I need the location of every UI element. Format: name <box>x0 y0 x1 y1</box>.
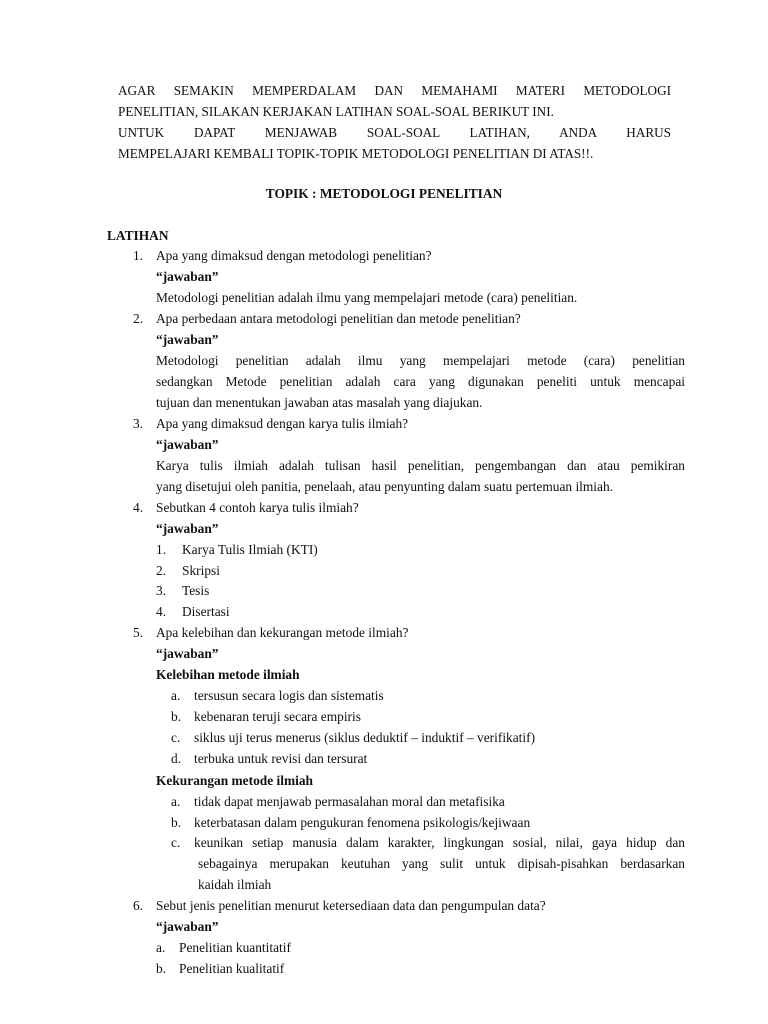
question-number: 1. <box>133 248 144 263</box>
question-number: 6. <box>133 898 144 913</box>
list-item: kebenaran teruji secara empiris <box>194 709 361 724</box>
list-item: Karya Tulis Ilmiah (KTI) <box>182 542 318 557</box>
intro-line: MEMPELAJARI KEMBALI TOPIK-TOPIK METODOLOGI PENELITIAN DI ATAS!!. <box>118 146 594 161</box>
intro-line: PENELITIAN, SILAKAN KERJAKAN LATIHAN SOAL-SOAL BERIKUT INI. <box>118 104 554 119</box>
answer-label: “jawaban” <box>156 521 219 536</box>
question-text: Apa yang dimaksud dengan metodologi penelitian? <box>156 248 432 263</box>
subheading-kekurangan: Kekurangan metode ilmiah <box>156 773 313 788</box>
answer-label: “jawaban” <box>156 332 219 347</box>
list-item-number: 3. <box>156 583 167 598</box>
latihan-heading: LATIHAN <box>107 228 169 243</box>
subheading-kelebihan: Kelebihan metode ilmiah <box>156 667 300 682</box>
answer-label: “jawaban” <box>156 437 219 452</box>
answer-text: sedangkan Metode penelitian adalah cara yang digunakan peneliti untuk mencapai <box>156 374 685 389</box>
list-item-continued: kaidah ilmiah <box>198 877 272 892</box>
list-item: terbuka untuk revisi dan tersurat <box>194 751 368 766</box>
list-item-letter: a. <box>156 940 166 955</box>
list-item-letter: a. <box>171 688 181 703</box>
question-number: 4. <box>133 500 144 515</box>
answer-text: Metodologi penelitian adalah ilmu yang mempelajari metode (cara) penelitian. <box>156 290 578 305</box>
list-item: keterbatasan dalam pengukuran fenomena psikologis/kejiwaan <box>194 815 531 830</box>
topic-heading: TOPIK : METODOLOGI PENELITIAN <box>265 186 503 201</box>
question-text: Apa kelebihan dan kekurangan metode ilmiah? <box>156 625 409 640</box>
answer-text: Metodologi penelitian adalah ilmu yang mempelajari metode (cara) penelitian <box>156 353 685 368</box>
question-text: Apa perbedaan antara metodologi penelitian dan metode penelitian? <box>156 311 521 326</box>
list-item-letter: c. <box>171 730 181 745</box>
question-number: 5. <box>133 625 144 640</box>
question-number: 2. <box>133 311 144 326</box>
list-item: keunikan setiap manusia dalam karakter, lingkungan sosial, nilai, gaya hidup dan <box>194 835 685 850</box>
intro-line: UNTUK DAPAT MENJAWAB SOAL-SOAL LATIHAN, ANDA HARUS <box>118 125 671 140</box>
question-text: Sebut jenis penelitian menurut ketersediaan data dan pengumpulan data? <box>156 898 546 913</box>
list-item-letter: a. <box>171 794 181 809</box>
list-item-number: 4. <box>156 604 167 619</box>
list-item: Penelitian kuantitatif <box>179 940 291 955</box>
question-text: Sebutkan 4 contoh karya tulis ilmiah? <box>156 500 359 515</box>
list-item: Disertasi <box>182 604 230 619</box>
list-item-letter: d. <box>171 751 182 766</box>
question-number: 3. <box>133 416 144 431</box>
list-item: Penelitian kualitatif <box>179 961 285 976</box>
answer-label: “jawaban” <box>156 269 219 284</box>
list-item: siklus uji terus menerus (siklus deduktif – induktif – verifikatif) <box>194 730 536 745</box>
list-item: tersusun secara logis dan sistematis <box>194 688 384 703</box>
list-item: Skripsi <box>182 563 220 578</box>
intro-paragraph <box>118 80 671 164</box>
list-item-number: 2. <box>156 563 167 578</box>
list-item-continued: sebagainya merupakan keutuhan yang sulit untuk dipisah-pisahkan berdasarkan <box>198 856 685 871</box>
answer-label: “jawaban” <box>156 646 219 661</box>
answer-label: “jawaban” <box>156 919 219 934</box>
list-item-letter: b. <box>156 961 167 976</box>
list-item: tidak dapat menjawab permasalahan moral dan metafisika <box>194 794 505 809</box>
answer-text: tujuan dan menentukan jawaban atas masalah yang diajukan. <box>156 395 483 410</box>
list-item-letter: c. <box>171 835 181 850</box>
intro-line: AGAR SEMAKIN MEMPERDALAM DAN MEMAHAMI MATERI METODOLOGI <box>118 83 671 98</box>
list-item: Tesis <box>182 583 210 598</box>
list-item-letter: b. <box>171 709 182 724</box>
question-text: Apa yang dimaksud dengan karya tulis ilmiah? <box>156 416 409 431</box>
answer-text: yang disetujui oleh panitia, penelaah, atau penyunting dalam suatu pertemuan ilmiah. <box>156 479 614 494</box>
list-item-letter: b. <box>171 815 182 830</box>
list-item-number: 1. <box>156 542 167 557</box>
answer-text: Karya tulis ilmiah adalah tulisan hasil penelitian, pengembangan dan atau pemikiran <box>156 458 685 473</box>
